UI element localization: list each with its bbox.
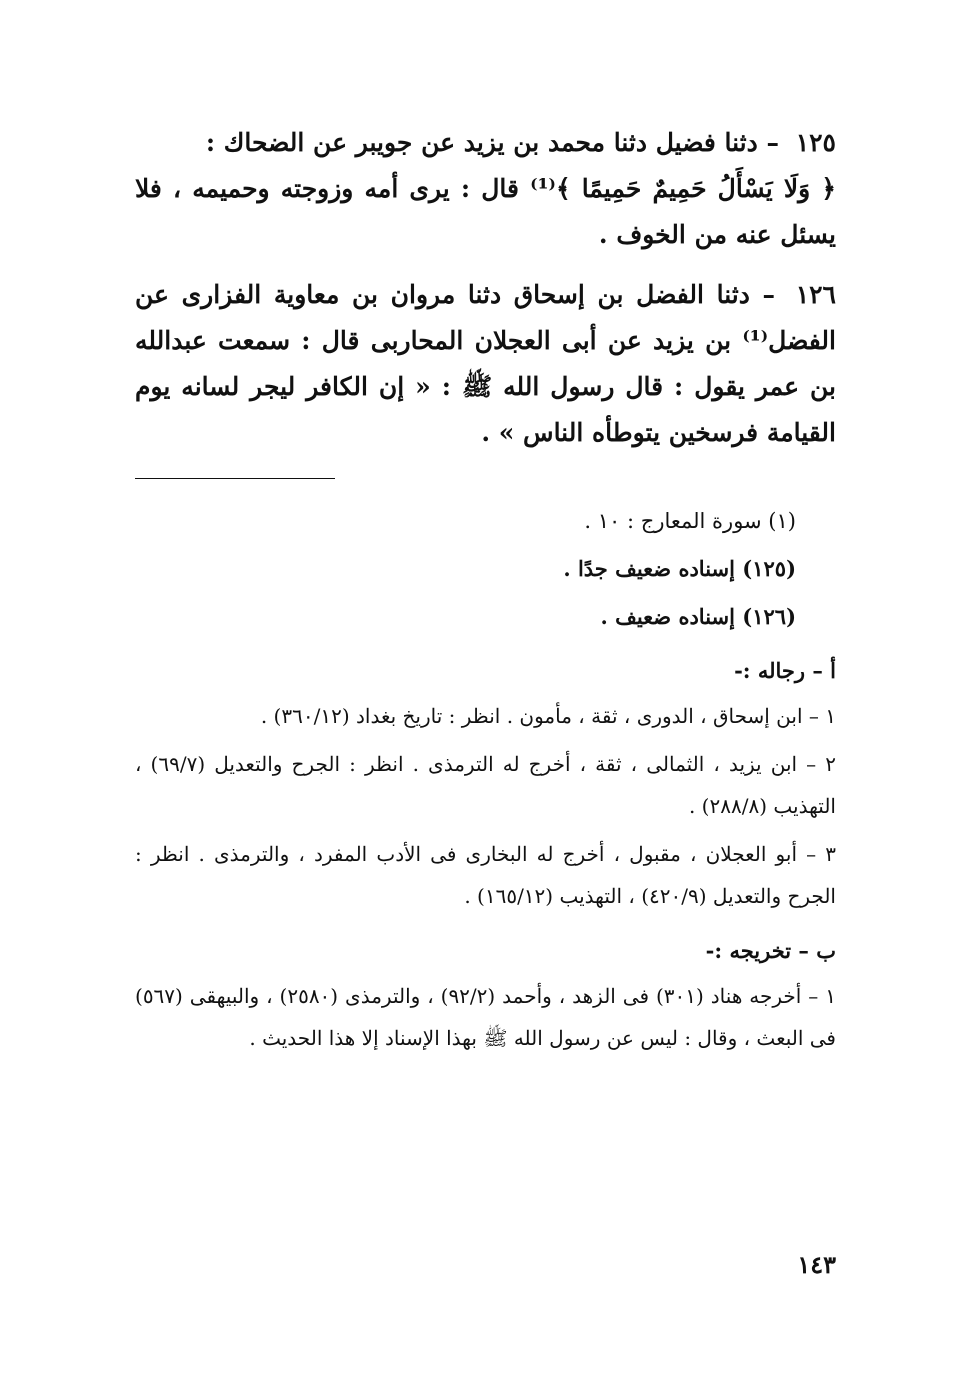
footnote-1: (١) سورة المعارج : ١٠ . [584, 509, 796, 533]
hadith-125 [135, 120, 836, 258]
page-number-row [0, 1250, 956, 1279]
hadith-number: ١٢٦ [795, 280, 836, 309]
page-number: ١٤٣ [797, 1250, 836, 1279]
takhrij-heading: ب – تخريجه :- [705, 938, 836, 963]
rijal-heading: أ – رجاله :- [734, 658, 836, 683]
takhrij-item-1: ١ – أخرجه هناد (٣٠١) فى الزهد ، وأحمد (٩٢/٢) ، والترمذى (٢٥٨٠) ، والبيهقى (٥٦٧) فى البعث ، وقال : ليس عن رسول الله ﷺ بهذا الإسناد إلا هذا الحديث . [135, 984, 836, 1050]
page-content [135, 120, 836, 1065]
footnotes [135, 501, 836, 1059]
rijal-item-1: ١ – ابن إسحاق ، الدورى ، ثقة ، مأمون . انظر : تاريخ بغداد (٣٦٠/١٢) . [260, 704, 836, 728]
hadith-text: – دثنا فضيل دثنا محمد بن يزيد عن جويبر عن الضحاك : [205, 128, 779, 157]
footnote-126: (١٢٦) إسناده ضعيف . [600, 604, 796, 629]
rijal-item-2: ٢ – ابن يزيد ، الثمالى ، ثقة ، أخرج له الترمذى . انظر : الجرح والتعديل (٦٩/٧) ، التهذيب (٢٨٨/٨) . [135, 752, 836, 818]
rijal-item-3: ٣ – أبو العجلان ، مقبول ، أخرج له البخارى فى الأدب المفرد ، والترمذى . انظر : الجرح والتعديل (٤٢٠/٩) ، التهذيب (١٦٥/١٢) . [135, 842, 836, 908]
hadith-number: ١٢٥ [795, 128, 836, 157]
hadith-verse-text: ﴿ وَلَا يَسْأَلُ حَمِيمٌ حَمِيمًا ﴾⁽¹⁾ قال : يرى أمه وزوجته وحميمه ، فلا يسئل عنه من الخوف . [135, 174, 836, 249]
hadith-126 [135, 272, 836, 456]
footnote-125: (١٢٥) إسناده ضعيف جدًا . [563, 556, 796, 581]
footnote-separator [135, 478, 335, 479]
hadith-text: – دثنا الفضل بن إسحاق دثنا مروان بن معاوية الفزارى عن الفضل⁽¹⁾ بن يزيد عن أبى العجلان المحاربى قال : سمعت عبدالله بن عمر يقول : قال رسول الله ﷺ : « إن الكافر ليجر لسانه يوم القيامة فرسخين يتوطأه الناس » . [135, 280, 836, 447]
